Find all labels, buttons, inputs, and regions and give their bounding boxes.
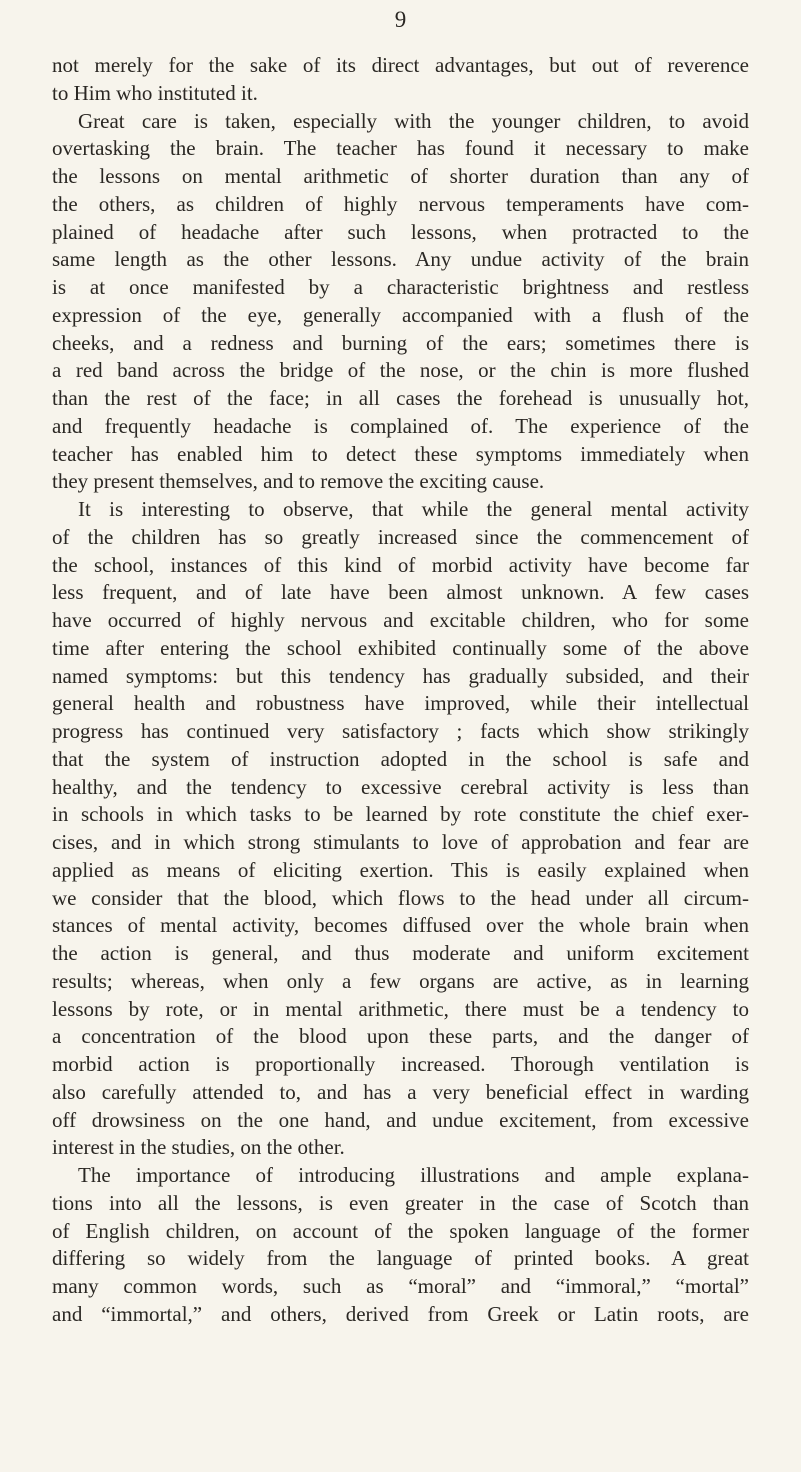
paragraph xyxy=(52,1162,749,1329)
text-line: a red band across the bridge of the nose, or the chin is more flushed xyxy=(52,358,749,383)
text-line: they present themselves, and to remove the exciting cause. xyxy=(52,469,545,494)
text-line: morbid action is proportionally increased. Thorough ventilation is xyxy=(52,1052,749,1076)
text-line: differing so widely from the language of printed books. A great xyxy=(52,1246,749,1271)
text-line: tions into all the lessons, is even greater in the case of Scotch than xyxy=(52,1190,749,1215)
paragraph xyxy=(52,496,749,1162)
text-line: general health and robustness have improved, while their intellectual xyxy=(52,691,749,716)
text-line: stances of mental activity, becomes diffused over the whole brain when xyxy=(52,913,749,938)
text-line: of English children, on account of the spoken language of the former xyxy=(52,1218,749,1243)
text-line: off drowsiness on the one hand, and undue excitement, from excessive xyxy=(52,1107,749,1132)
text-line: than the rest of the face; in all cases the forehead is unusually hot, xyxy=(52,386,749,410)
text-line: also carefully attended to, and has a very beneficial effect in warding xyxy=(52,1079,749,1104)
text-line: healthy, and the tendency to excessive cerebral activity is less than xyxy=(52,774,749,799)
text-line: many common words, such as “moral” and “immoral,” “mortal” xyxy=(52,1274,749,1298)
text-line: a concentration of the blood upon these parts, and the danger of xyxy=(52,1024,749,1049)
text-line: and “immortal,” and others, derived from Greek or Latin roots, are xyxy=(52,1301,749,1326)
text-line: same length as the other lessons. Any undue activity of the brain xyxy=(52,247,749,272)
text-line: named symptoms: but this tendency has gradually subsided, and their xyxy=(52,663,749,688)
text-line: Great care is taken, especially with the younger children, to avoid xyxy=(78,108,749,133)
text-line: time after entering the school exhibited continually some of the above xyxy=(52,635,749,660)
text-line: the action is general, and thus moderate and uniform excitement xyxy=(52,941,749,965)
text-line: It is interesting to observe, that while the general mental activity xyxy=(78,497,749,521)
text-line: teacher has enabled him to detect these symptoms immediately when xyxy=(52,441,749,466)
text-line: results; whereas, when only a few organs are active, as in learning xyxy=(52,968,749,993)
text-line: progress has continued very satisfactory ; facts which show strikingly xyxy=(52,719,749,743)
text-line: applied as means of eliciting exertion. This is easily explained when xyxy=(52,857,749,882)
text-line: plained of headache after such lessons, when protracted to the xyxy=(52,219,749,244)
text-line: in schools in which tasks to be learned by rote constitute the chief exer- xyxy=(52,802,749,827)
text-line: the others, as children of highly nervous temperaments have com- xyxy=(52,191,749,216)
paragraph xyxy=(52,52,749,108)
text-line: lessons by rote, or in mental arithmetic, there must be a tendency to xyxy=(52,996,749,1021)
text-line: The importance of introducing illustrations and ample explana- xyxy=(78,1163,749,1187)
text-line: to Him who instituted it. xyxy=(52,80,258,105)
text-line: that the system of instruction adopted in the school is safe and xyxy=(52,746,749,771)
text-line: cises, and in which strong stimulants to love of approbation and fear are xyxy=(52,830,749,854)
text-line: of the children has so greatly increased since the commencement of xyxy=(52,524,749,549)
body-text xyxy=(52,52,749,1329)
text-line: expression of the eye, generally accompanied with a flush of the xyxy=(52,302,749,327)
text-line: cheeks, and a redness and burning of the ears; sometimes there is xyxy=(52,330,749,355)
page-number: 9 xyxy=(394,7,407,32)
text-line: not merely for the sake of its direct advantages, but out of reverence xyxy=(52,53,749,77)
text-line: have occurred of highly nervous and excitable children, who for some xyxy=(52,608,749,632)
text-line: and frequently headache is complained of. The experience of the xyxy=(52,413,749,438)
text-line: is at once manifested by a characteristic brightness and restless xyxy=(52,275,749,299)
text-line: the lessons on mental arithmetic of shorter duration than any of xyxy=(52,164,749,188)
text-line: interest in the studies, on the other. xyxy=(52,1135,345,1160)
text-line: the school, instances of this kind of morbid activity have become far xyxy=(52,552,749,577)
text-line: less frequent, and of late have been almost unknown. A few cases xyxy=(52,580,749,605)
text-line: we consider that the blood, which flows to the head under all circum- xyxy=(52,885,749,910)
text-line: overtasking the brain. The teacher has found it necessary to make xyxy=(52,136,749,161)
paragraph xyxy=(52,108,749,497)
